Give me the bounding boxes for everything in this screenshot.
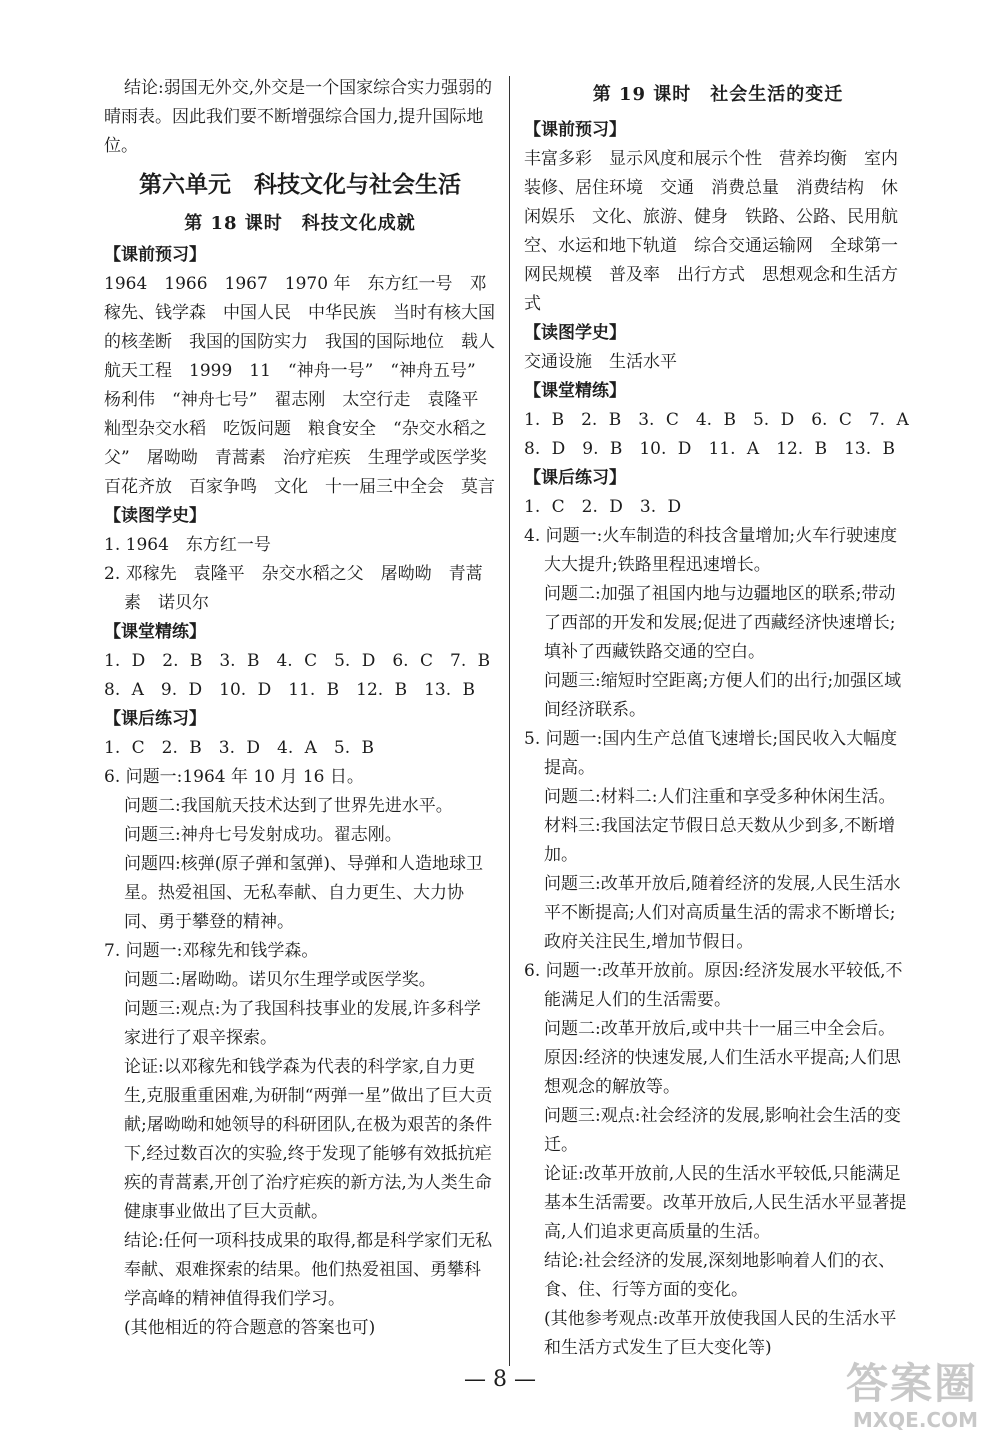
section-heading-read-map: 【读图学史】 xyxy=(104,506,206,526)
q6-answer-1: 6. 问题一:1964 年 10 月 16 日。 xyxy=(104,767,364,787)
q6-answer-2: 问题二:我国航天技术达到了世界先进水平。 xyxy=(124,796,453,816)
section-heading-after-class: 【课后练习】 xyxy=(524,468,626,488)
page-number: — 8 — xyxy=(464,1367,536,1392)
lesson-19-title: 第 19 课时 社会生活的变迁 xyxy=(592,84,844,105)
right-column xyxy=(524,74,926,1363)
q6-conclusion: 结论:社会经济的发展,深刻地影响着人们的衣、食、住、行等方面的变化。 xyxy=(544,1251,896,1300)
section-heading-class-practice: 【课堂精练】 xyxy=(524,381,626,401)
after-class-choice-answers: 1. C 2. D 3. D xyxy=(524,497,682,517)
section-heading-after-class: 【课后练习】 xyxy=(104,709,206,729)
q4-answer-1: 4. 问题一:火车制造的科技含量增加;火车行驶速度大大提升;铁路里程迅速增长。 xyxy=(524,526,898,575)
section-heading-preview: 【课前预习】 xyxy=(524,120,626,140)
q6-answer-1: 6. 问题一:改革开放前。原因:经济发展水平较低,不能满足人们的生活需要。 xyxy=(524,961,903,1010)
read-map-answer-1: 1. 1964 东方红一号 xyxy=(104,535,271,555)
q5-answer-2: 问题二:材料二:人们注重和享受多种休闲生活。 xyxy=(544,787,896,807)
intro-conclusion: 结论:弱国无外交,外交是一个国家综合实力强弱的晴雨表。因此我们要不断增强综合国力,提升国际地位。 xyxy=(104,78,493,156)
class-practice-answers: 1. D 2. B 3. B 4. C 5. D 6. C 7. B 8. A 9. D 10. D 11. B 12. B 13. B xyxy=(104,651,508,700)
left-column xyxy=(104,74,508,1343)
after-class-choice-answers: 1. C 2. B 3. D 4. A 5. B xyxy=(104,738,375,758)
q7-answer-1: 7. 问题一:邓稼先和钱学森。 xyxy=(104,941,319,961)
q6-answer-3: 问题三:神舟七号发射成功。翟志刚。 xyxy=(124,825,402,845)
q4-answer-2: 问题二:加强了祖国内地与边疆地区的联系;带动了西部的开发和发展;促进了西藏经济快速增长;填补了西藏铁路交通的空白。 xyxy=(544,584,896,662)
section-heading-preview: 【课前预习】 xyxy=(104,245,206,265)
q7-answer-2: 问题二:屠呦呦。诺贝尔生理学或医学奖。 xyxy=(124,970,436,990)
q5-answer-3: 问题三:改革开放后,随着经济的发展,人民生活水平不断提高;人们对高质量生活的需求不断增长;政府关注民生,增加节假日。 xyxy=(544,874,901,952)
q6-note: (其他参考观点:改革开放使我国人民的生活水平和生活方式发生了巨大变化等) xyxy=(544,1309,897,1358)
watermark-url: MXQE.COM xyxy=(852,1408,978,1432)
q6-argument: 论证:改革开放前,人民的生活水平较低,只能满足基本生活需要。改革开放后,人民生活水平显著提高,人们追求更高质量的生活。 xyxy=(544,1164,907,1242)
q5-answer-1: 5. 问题一:国内生产总值飞速增长;国民收入大幅度提高。 xyxy=(524,729,898,778)
unit-title: 第六单元 科技文化与社会生活 xyxy=(139,172,461,198)
read-map-answer-2: 2. 邓稼先 袁隆平 杂交水稻之父 屠呦呦 青蒿素 诺贝尔 xyxy=(104,564,483,613)
q4-answer-3: 问题三:缩短时空距离;方便人们的出行;加强区域间经济联系。 xyxy=(544,671,902,720)
column-divider xyxy=(509,76,510,1366)
watermark xyxy=(768,1360,978,1432)
read-map-answer: 交通设施 生活水平 xyxy=(524,352,677,372)
preview-answers: 丰富多彩 显示风度和展示个性 营养均衡 室内装修、居住环境 交通 消费总量 消费结构 休闲娱乐 文化、旅游、健身 铁路、公路、民用航空、水运和地下轨道 综合交通运输网 全球第一 网民规模 普及率 出行方式 思想观念和生活方式 xyxy=(524,149,915,314)
q5-answer-2b: 材料三:我国法定节假日总天数从少到多,不断增加。 xyxy=(544,816,896,865)
q6-answer-3: 问题三:观点:社会经济的发展,影响社会生活的变迁。 xyxy=(544,1106,901,1155)
q7-note: (其他相近的符合题意的答案也可) xyxy=(124,1318,376,1338)
q7-argument: 论证:以邓稼先和钱学森为代表的科学家,自力更生,克服重重困难,为研制“两弹一星”做出了巨大贡献;屠呦呦和她领导的科研团队,在极为艰苦的条件下,经过数百次的实验,终于发现了能够有效抵抗疟疾的青蒿素,开创了治疗疟疾的新方法,为人类生命健康事业做出了巨大贡献。 xyxy=(124,1057,493,1222)
lesson-18-title: 第 18 课时 科技文化成就 xyxy=(184,213,416,234)
q7-conclusion: 结论:任何一项科技成果的取得,都是科学家们无私奉献、艰难探索的结果。他们热爱祖国、勇攀科学高峰的精神值得我们学习。 xyxy=(124,1231,493,1309)
q6-answer-2: 问题二:改革开放后,或中共十一届三中全会后。原因:经济的快速发展,人们生活水平提高;人们思想观念的解放等。 xyxy=(544,1019,901,1097)
q7-answer-3: 问题三:观点:为了我国科技事业的发展,许多科学家进行了艰辛探索。 xyxy=(124,999,481,1048)
watermark-logo: 答案圈 xyxy=(845,1359,978,1408)
preview-answers: 1964 1966 1967 1970 年 东方红一号 邓稼先、钱学森 中国人民 中华民族 当时有核大国的核垄断 我国的国防实力 我国的国际地位 载人航天工程 1999 11 “神舟一号” “神舟五号” 杨利伟 “神舟七号” 翟志刚 太空行走 袁隆平 籼型杂交水稻 吃饭问题 粮食安全 “杂交水稻之父” 屠呦呦 青蒿素 治疗疟疾 生理学或医学奖 百花齐放 百家争鸣 文化 十一届三中全会 莫言 xyxy=(104,274,504,497)
q6-answer-4: 问题四:核弹(原子弹和氢弹)、导弹和人造地球卫星。热爱祖国、无私奉献、自力更生、大力协同、勇于攀登的精神。 xyxy=(124,854,483,932)
section-heading-class-practice: 【课堂精练】 xyxy=(104,622,206,642)
class-practice-answers: 1. B 2. B 3. C 4. B 5. D 6. C 7. A 8. D 9. B 10. D 11. A 12. B 13. B xyxy=(524,410,926,459)
section-heading-read-map: 【读图学史】 xyxy=(524,323,626,343)
